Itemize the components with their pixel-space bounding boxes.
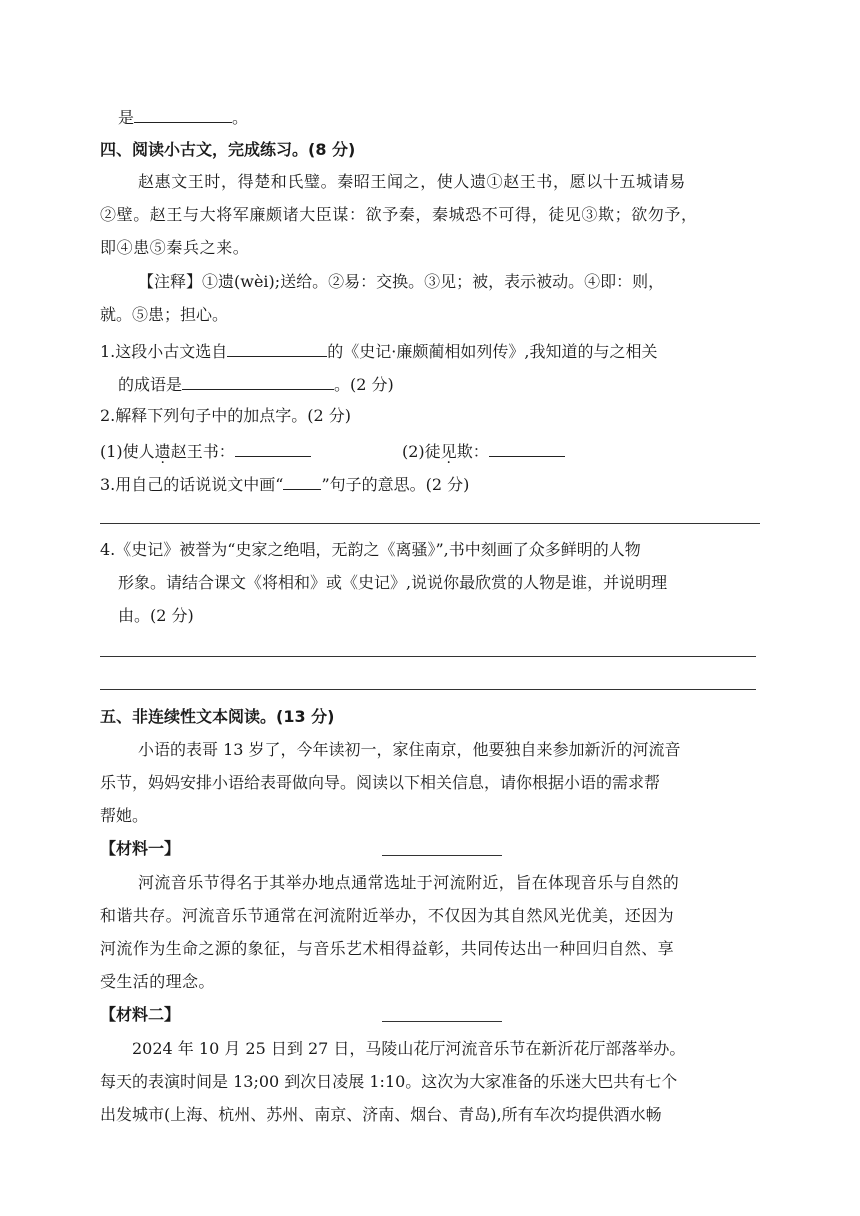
answer-blank[interactable]	[489, 440, 565, 457]
intro-line: 小语的表哥 13 岁了，今年读初一，家住南京，他要独自来参加新沂的河流音	[138, 740, 681, 759]
question-1-line1: 1.这段小古文选自 的《史记·廉颇蔺相如列传》,我知道的与之相关	[100, 342, 658, 361]
answer-blank[interactable]	[134, 106, 232, 123]
answer-line[interactable]	[100, 656, 756, 657]
question-4-line: 4.《史记》被誉为“史家之绝唱，无韵之《离骚》”,书中刻画了众多鲜明的人物	[100, 540, 641, 559]
material-2-line: 2024 年 10 月 25 日到 27 日，马陵山花厅河流音乐节在新沂花厅部落举办。	[132, 1039, 686, 1058]
passage-line: 即④患⑤秦兵之来。	[100, 238, 250, 257]
question-2-title: 2.解释下列句子中的加点字。(2 分)	[100, 406, 352, 425]
passage-line: ②壁。赵王与大将军廉颇诸大臣谋：欲予秦，秦城恐不可得，徒见③欺；欲勿予，	[100, 205, 698, 224]
material-1-line: 河流音乐节得名于其举办地点通常选址于河流附近，旨在体现音乐与自然的	[138, 873, 680, 892]
section-5-title: 五、非连续性文本阅读。(13 分)	[100, 707, 335, 726]
material-2-label: 【材料二】	[100, 1005, 181, 1024]
answer-line[interactable]	[100, 523, 760, 524]
material-2-line: 每天的表演时间是 13;00 到次日凌展 1:10。这次为大家准备的乐迷大巴共有七个	[100, 1072, 678, 1091]
note-line: 就。⑤患；担心。	[100, 305, 229, 324]
answer-blank[interactable]	[227, 340, 327, 357]
passage-line: 赵惠文王时，得楚和氏璧。秦昭王闻之，使人遗①赵王书，愿以十五城请易	[138, 172, 686, 191]
material-1-title-blank[interactable]	[382, 855, 502, 856]
question-3-line: 3.用自己的话说说文中画“ ”句子的意思。(2 分)	[100, 475, 470, 494]
answer-blank[interactable]	[235, 440, 311, 457]
intro-line: 帮她。	[100, 806, 149, 825]
material-2-line: 出发城市(上海、杭州、苏州、南京、济南、烟台、青岛),所有车次均提供酒水畅	[100, 1105, 662, 1124]
question-4-line: 形象。请结合课文《将相和》或《史记》,说说你最欣赏的人物是谁，并说明理	[118, 573, 668, 592]
question-4-line: 由。(2 分)	[118, 606, 194, 625]
answer-line[interactable]	[100, 689, 756, 690]
material-1-line: 河流作为生命之源的象征，与音乐艺术相得益彰，共同传达出一种回归自然、享	[100, 939, 675, 958]
section-4-title: 四、阅读小古文，完成练习。(8 分)	[100, 140, 356, 159]
intro-line: 乐节，妈妈安排小语给表哥做向导。阅读以下相关信息，请你根据小语的需求帮	[100, 773, 661, 792]
underline-mark	[283, 473, 321, 490]
note-line: 【注释】①遗(wèi);送给。②易：交换。③见；被，表示被动。④即：则，	[138, 272, 665, 291]
material-1-line: 和谐共存。河流音乐节通常在河流附近举办，不仅因为其自然风光优美，还因为	[100, 906, 675, 925]
question-2-part1: (1)使人遗赵王书：	[100, 440, 311, 462]
material-1-label: 【材料一】	[100, 839, 181, 858]
question-1-line2: 的成语是 。(2 分)	[118, 375, 394, 394]
q-tail-line: 是 。	[118, 108, 249, 127]
answer-blank[interactable]	[182, 373, 334, 390]
material-1-line: 受生活的理念。	[100, 972, 215, 991]
material-2-title-blank[interactable]	[382, 1021, 502, 1022]
question-2-part2: (2)徒见欺：	[402, 440, 565, 462]
